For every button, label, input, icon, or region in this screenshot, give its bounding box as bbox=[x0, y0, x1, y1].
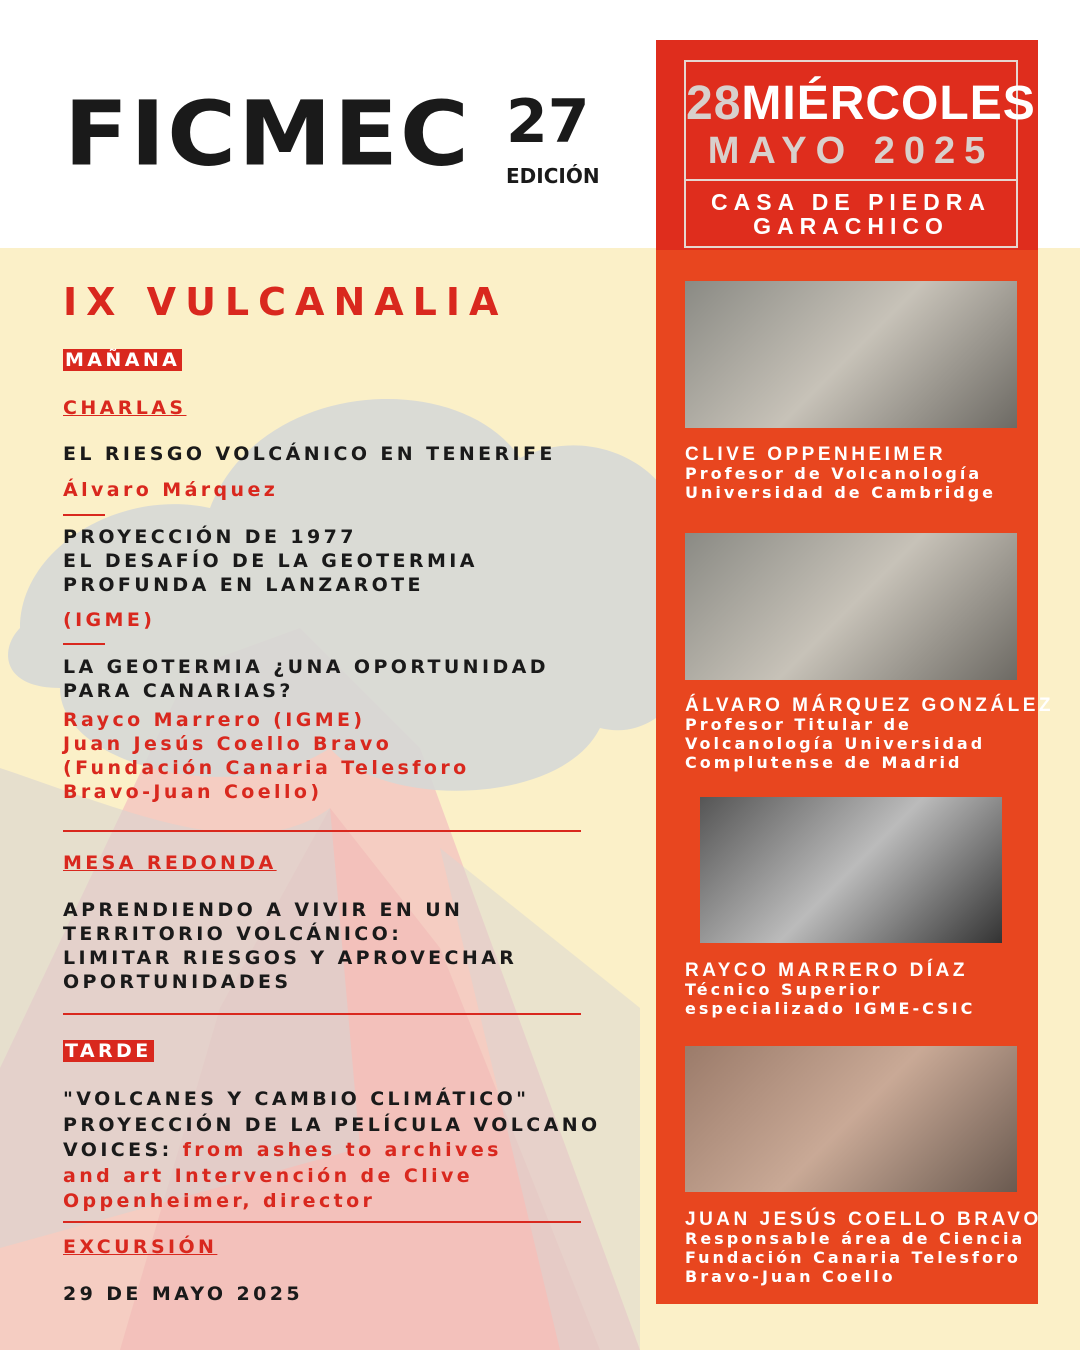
divider bbox=[686, 179, 1016, 181]
speaker-photo-clive bbox=[685, 281, 1017, 428]
speaker-photo-juan bbox=[685, 1046, 1017, 1192]
edition-label: EDICIÓN bbox=[506, 164, 600, 188]
venue: CASA DE PIEDRA GARACHICO bbox=[711, 189, 991, 239]
speaker-alvaro: ÁLVARO MÁRQUEZ GONZÁLEZ Profesor Titular de Volcanología Universidad Complutense de Madrid bbox=[685, 695, 1054, 772]
speaker-clive: CLIVE OPPENHEIMER Profesor de Volcanología Universidad de Cambridge bbox=[685, 444, 996, 502]
weekday: MIÉRCOLES bbox=[741, 77, 1036, 130]
divider bbox=[63, 1221, 581, 1223]
speaker-juan: JUAN JESÚS COELLO BRAVO Responsable área de Ciencia Fundación Canaria Telesforo Bravo-Juan Coello bbox=[685, 1209, 1042, 1286]
edition-number: 27 bbox=[506, 87, 590, 157]
talk3-speakers: Rayco Marrero (IGME) Juan Jesús Coello Bravo (Fundación Canaria Telesforo Bravo-Juan Coello) bbox=[63, 709, 470, 803]
screening-text: "VOLCANES Y CAMBIO CLIMÁTICO" PROYECCIÓN DE LA PELÍCULA VOLCANO VOICES: from ashes to archives and art Intervención de Clive Oppenheimer, director bbox=[63, 1088, 601, 1212]
excursion-heading: EXCURSIÓN bbox=[63, 1236, 218, 1258]
excursion-date: 29 DE MAYO 2025 bbox=[63, 1283, 303, 1305]
divider bbox=[63, 1013, 581, 1015]
divider bbox=[63, 514, 105, 516]
divider bbox=[63, 643, 105, 645]
ficmec-logo: FICMEC bbox=[64, 82, 471, 187]
roundtable-title: APRENDIENDO A VIVIR EN UN TERRITORIO VOLCÁNICO: LIMITAR RIESGOS Y APROVECHAR OPORTUNIDADES bbox=[63, 899, 518, 993]
divider bbox=[63, 830, 581, 832]
talk2-speaker: (IGME) bbox=[63, 609, 156, 631]
talk1-title: EL RIESGO VOLCÁNICO EN TENERIFE bbox=[63, 443, 556, 465]
speaker-photo-rayco bbox=[700, 797, 1002, 943]
program-title: IX VULCANALIA bbox=[63, 280, 508, 324]
morning-tag: MAÑANA bbox=[65, 349, 181, 371]
talk1-speaker: Álvaro Márquez bbox=[63, 479, 279, 501]
date-venue-box bbox=[684, 60, 1036, 248]
speaker-photo-alvaro bbox=[685, 533, 1017, 680]
talk3-title: LA GEOTERMIA ¿UNA OPORTUNIDAD PARA CANARIAS? bbox=[63, 656, 549, 702]
talk2-title: PROYECCIÓN DE 1977 EL DESAFÍO DE LA GEOTERMIA PROFUNDA EN LANZAROTE bbox=[63, 526, 478, 596]
afternoon-tag: TARDE bbox=[65, 1040, 152, 1062]
month-year: MAYO 2025 bbox=[707, 130, 995, 172]
speaker-rayco: RAYCO MARRERO DÍAZ Técnico Superior especializado IGME-CSIC bbox=[685, 960, 976, 1018]
talks-heading: CHARLAS bbox=[63, 397, 187, 419]
day-number: 28 bbox=[686, 77, 742, 130]
roundtable-heading: MESA REDONDA bbox=[63, 852, 277, 874]
